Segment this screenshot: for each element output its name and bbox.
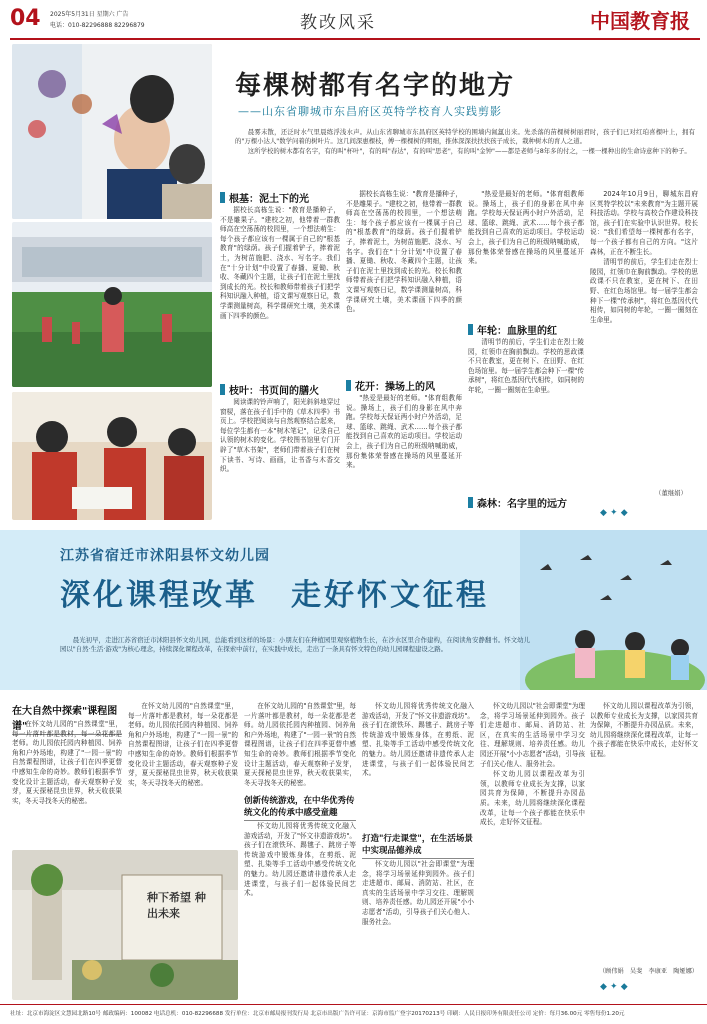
article1-section2-body xyxy=(220,398,340,523)
kindergarten-logo-mark: ◆ ✦ ◆ xyxy=(600,982,628,992)
article1-section4-heading xyxy=(468,322,557,337)
photo-kindergarten-garden xyxy=(12,850,238,1000)
article1-section4-title: 年轮：血脉里的红 xyxy=(477,326,557,337)
article2-headline: 深化课程改革 走好怀文征程 xyxy=(60,578,489,613)
article1-section3-heading xyxy=(346,378,435,393)
article1-section5-heading xyxy=(468,495,567,510)
campus-logo-mark: ◆ ✦ ◆ xyxy=(600,508,628,518)
article1-section4-text: 清明节的前后，学生们走在烈士陵园，红领巾在胸前飘动。学校的思政课不只在教室，更在树下、在田野、在红色场馆里。每一届学生都会种下一棵"传承树"，将红色基因代代相传，如同树的年轮，一圈一圈刻在生命里。 xyxy=(468,338,584,394)
article1-section1-cont: 据校长高栋生说："教育是播种子，不是雕果子。"建校之初，他带着一群教师高在空荡荡的校园里，一个想法萌生：每个孩子都应该有一棵属于自己的"根基教育"的绿荫。孩子们握着铲子，捧着泥土，为树苗施肥、浇水、写名字。我们在"十分计划"中设置了春播、夏锄、秋收、冬藏四个主题，让孩子们在泥土里找到成长的光。校长和教师带着孩子们把学科知识融入种植，语文课写观察日记，数学课测量树高，科学课研究土壤，美术课画下四季的颜色。 xyxy=(346,190,462,314)
article2-closing-cont: 怀文幼儿园以课程改革为引领，以教师专业成长为支撑，以家园共育为保障，不断提升办园品质。未来，幼儿园将继续深化课程改革，让每一个孩子都能在快乐中成长，走好怀文征程。 xyxy=(590,702,698,758)
article1-section2-title: 枝叶：书页间的膳火 xyxy=(229,386,319,397)
heading-marker xyxy=(468,497,473,508)
section-title: 教改风采 xyxy=(300,13,376,33)
article2-section3-body xyxy=(362,860,474,997)
article2-section1-cont: 在怀文幼儿园的"自然课堂"里，每一片落叶都是教材，每一朵花都是老师。幼儿园依托园内种植园、饲养角和户外场地，构建了"一园一景"的自然课程图谱，让孩子们在四季更替中感知生命的奇妙。教师们根据季节变化设计主题活动，春天观察种子发芽，夏天探秘昆虫世界，秋天收获果实，冬天寻找冬天的秘密。 xyxy=(128,702,238,787)
article2-section2-body xyxy=(244,822,356,997)
article2-column2-body xyxy=(128,702,238,845)
article2-closing-text: 怀文幼儿园以课程改革为引领，以教师专业成长为支撑，以家园共育为保障，不断提升办园品质。未来，幼儿园将继续深化课程改革，让每一个孩子都能在快乐中成长，走好怀文征程。 xyxy=(480,770,585,827)
article2-byline: （顾伟娟 吴斐 李康亚 陶娅娜） xyxy=(599,968,698,975)
article2-column6-body xyxy=(590,702,698,962)
article1-section5-title: 森林：名字里的远方 xyxy=(477,499,567,510)
article2-section2-cont: 怀文幼儿园将优秀传统文化融入游戏活动，开发了"怀文非遗游戏坊"。孩子们在滚铁环、踢毽子、跳房子等传统游戏中锻炼身体，在剪纸、泥塑、扎染等手工活动中感受传统文化的魅力。幼儿园还邀请非遗传承人走进课堂，与孩子们一起体验民间艺术。 xyxy=(362,702,474,778)
article1-section1-body xyxy=(220,206,340,376)
article1-column2-body xyxy=(346,190,462,370)
article2-section2-heading: 创新传统游戏，在中华优秀传统文化的传承中感受童趣 xyxy=(244,794,356,821)
photo-caption: 种下希望 种出未来 xyxy=(147,891,206,920)
photo-students-handprint-art xyxy=(12,44,212,219)
photo-school-playground-art xyxy=(12,222,212,387)
heading-marker xyxy=(220,384,225,395)
article1-section1-heading xyxy=(220,190,309,205)
article1-section4-cont: 清明节的前后，学生们走在烈士陵园，红领巾在胸前飘动。学校的思政课不只在教室，更在树下、在田野、在红色场馆里。每一届学生都会种下一棵"传承树"，将红色基因代代相传，如同树的年轮，一圈一圈刻在生命里。 xyxy=(590,258,698,324)
article1-column4-body xyxy=(590,190,698,490)
article1-intro-p2: 这所学校的树木都有名字，有的叫"杯叶"，有的叫"春达"，有的叫"思老"，有的叫"金钟"——都是老师与8年多的付之，一棵一棵种出的生命诗意种下的种子。 xyxy=(247,147,691,156)
footer-info: 社址：北京市海淀区文慧园北路10号 邮政编码：100082 电话总机：010-82296688 发行单位：北京市邮局报刊发行局 北京市出版广告许可证：京海市监广登字20170213号 印刷：人民日报印务有限责任公司 定价：每月36.00元 零售每份1.20元 xyxy=(10,1011,625,1017)
header-phone: 电话：010-82296888 82296879 xyxy=(50,22,145,29)
article1-byline: （董继娟） xyxy=(655,489,687,497)
photo-students-handprint xyxy=(12,44,212,219)
photo-school-playground xyxy=(12,222,212,387)
article2-intro xyxy=(60,636,530,684)
article1-section2-text: 阅读课的铃声响了，阳光斜斜地穿过窗棂，落在孩子们手中的《草木四季》书页上。学校把阅读与自然观察结合起来，每位学生都有一本"树木笔记"，记录自己认领的树木的变化。学校图书馆里专门开辟了"草木书架"，老师们带着孩子们在树下读书、写诗、画画，让书香与木香交织。 xyxy=(220,398,340,474)
article2-school-name: 江苏省宿迁市沭阳县怀文幼儿园 xyxy=(60,548,270,564)
article2-section1-text: 在怀文幼儿园的"自然课堂"里，每一片落叶都是教材，每一朵花都是老师。幼儿园依托园内种植园、饲养角和户外场地，构建了"一园一景"的自然课程图谱，让孩子们在四季更替中感知生命的奇妙。教师们根据季节变化设计主题活动，春天观察种子发芽，夏天探秘昆虫世界，秋天收获果实，冬天寻找冬天的秘密。 xyxy=(12,720,122,805)
article1-section3-title: 花开：操场上的风 xyxy=(355,382,435,393)
article1-section3-body xyxy=(346,394,462,524)
article1-section3-cont: "热爱是最好的老师。"体育组教师说。操场上，孩子们的身影在风中奔跑。学校每天保证两小时户外活动，足球、篮球、跳绳、武术……每个孩子都能找到自己喜欢的运动项目。学校运动会上，孩子们为自己的班级呐喊助威，那份集体荣誉感在操场的风里蔓延开来。 xyxy=(468,190,584,266)
article1-intro xyxy=(235,128,695,178)
article2-section1-body xyxy=(12,720,122,845)
header-rule xyxy=(10,38,700,40)
article1-section1-title: 根基：泥土下的光 xyxy=(229,194,309,205)
article2-column3-body xyxy=(244,702,356,790)
article2-column4-body xyxy=(362,702,474,827)
article2-intro-text: 晨光初早，走进江苏省宿迁市沭阳县怀文幼儿园，总能看到这样的场景：小朋友们在种植园里观察植物生长，在沙水区里合作建构，在阅读角安静翻书。怀文幼儿园以"自然·生活·游戏"为核心理念，持续深化课程改革，在探索中前行，在实践中成长，走出了一条具有怀文特色的幼儿园课程建设之路。 xyxy=(60,636,530,654)
photo-students-reading-art xyxy=(12,392,212,520)
article1-intro-p1: 晨雾未散，还泛时水气里晨练浮浅水声。从山东省聊城市东昌府区英特学校的围墙内氤氲出来。先杀落的苗棵树树丽君时，孩子们已对红珀喜棵叶上，拥有的"万棵小达人"数学问着的树叶片。这几间深惠棵枝，傅一棵棵树的明细，推体深深扶扶扶孩子成长，栽种树木的育人之道。 xyxy=(235,128,695,146)
photo-kindergarten-garden-art xyxy=(12,850,238,1000)
article2-section3-text: 怀文幼儿园以"社会即课堂"为理念，将学习场景延伸到园外。孩子们走进超市、邮局、消防站、社区，在真实的生活场景中学习交往、理解规则、培养责任感。幼儿园还开展"小小志愿者"活动，引导孩子们关心他人、服务社会。 xyxy=(362,860,474,926)
newspaper-logo: 中国教育报 xyxy=(590,9,690,33)
heading-marker xyxy=(468,324,473,335)
article1-section3-text: "热爱是最好的老师。"体育组教师说。操场上，孩子们的身影在风中奔跑。学校每天保证两小时户外活动，足球、篮球、跳绳、武术……每个孩子都能找到自己喜欢的运动项目。学校运动会上，孩子们为自己的班级呐喊助威，那份集体荣誉感在操场的风里蔓延开来。 xyxy=(346,394,462,470)
article1-column3-body xyxy=(468,190,584,318)
article2-section3-cont: 怀文幼儿园以"社会即课堂"为理念，将学习场景延伸到园外。孩子们走进超市、邮局、消防站、社区，在真实的生活场景中学习交往、理解规则、培养责任感。幼儿园还开展"小小志愿者"活动，引导孩子们关心他人、服务社会。 xyxy=(480,702,585,768)
heading-marker xyxy=(220,192,225,203)
article2-section1-cont2: 在怀文幼儿园的"自然课堂"里，每一片落叶都是教材，每一朵花都是老师。幼儿园依托园内种植园、饲养角和户外场地，构建了"一园一景"的自然课程图谱，让孩子们在四季更替中感知生命的奇妙。教师们根据季节变化设计主题活动，春天观察种子发芽，夏天探秘昆虫世界，秋天收获果实，冬天寻找冬天的秘密。 xyxy=(244,702,356,787)
article1-section2-heading xyxy=(220,382,319,397)
page-header xyxy=(0,0,707,44)
article2-column5-body xyxy=(480,702,585,997)
article1-section5-text: 2024年10月9日，聊城东昌府区英特学校以"未来教育"为主题开展科技活动。学校与高校合作建设科技馆，孩子们在实验中认识世界。校长说："我们希望每一棵树都有名字，每一个孩子都有自己的方向。"这片森林，正在不断生长。 xyxy=(590,190,698,256)
article2-section1-heading: 在大自然中探索"课程图谱" xyxy=(12,702,122,735)
article1-section4-body xyxy=(468,338,584,488)
photo-students-reading xyxy=(12,392,212,520)
article1-subtitle: ——山东省聊城市东昌府区英特学校育人实践剪影 xyxy=(238,105,502,118)
heading-marker xyxy=(346,380,351,391)
page-number: 04 xyxy=(10,6,41,31)
article2-section2-text: 怀文幼儿园将优秀传统文化融入游戏活动，开发了"怀文非遗游戏坊"。孩子们在滚铁环、踢毽子、跳房子等传统游戏中锻炼身体，在剪纸、泥塑、扎染等手工活动中感受传统文化的魅力。幼儿园还邀请非遗传承人走进课堂，与孩子们一起体验民间艺术。 xyxy=(244,822,356,898)
issue-date: 2025年5月31日 星期六 广告 xyxy=(50,11,129,18)
article1-title: 每棵树都有名字的地方 xyxy=(235,71,516,101)
article1-section1-text: 据校长高栋生说："教育是播种子，不是雕果子。"建校之初，他带着一群教师高在空荡荡的校园里，一个想法萌生：每个孩子都应该有一棵属于自己的"根基教育"的绿荫。孩子们握着铲子，捧着泥土，为树苗施肥、浇水、写名字。我们在"十分计划"中设置了春播、夏锄、秋收、冬藏四个主题，让孩子们在泥土里找到成长的光。校长和教师带着孩子们把学科知识融入种植，语文课写观察日记，数学课测量树高，科学课研究土壤，美术课画下四季的颜色。 xyxy=(220,206,340,320)
article2-section3-heading: 打造"行走课堂"，在生活场景中实现品德养成 xyxy=(362,832,474,859)
